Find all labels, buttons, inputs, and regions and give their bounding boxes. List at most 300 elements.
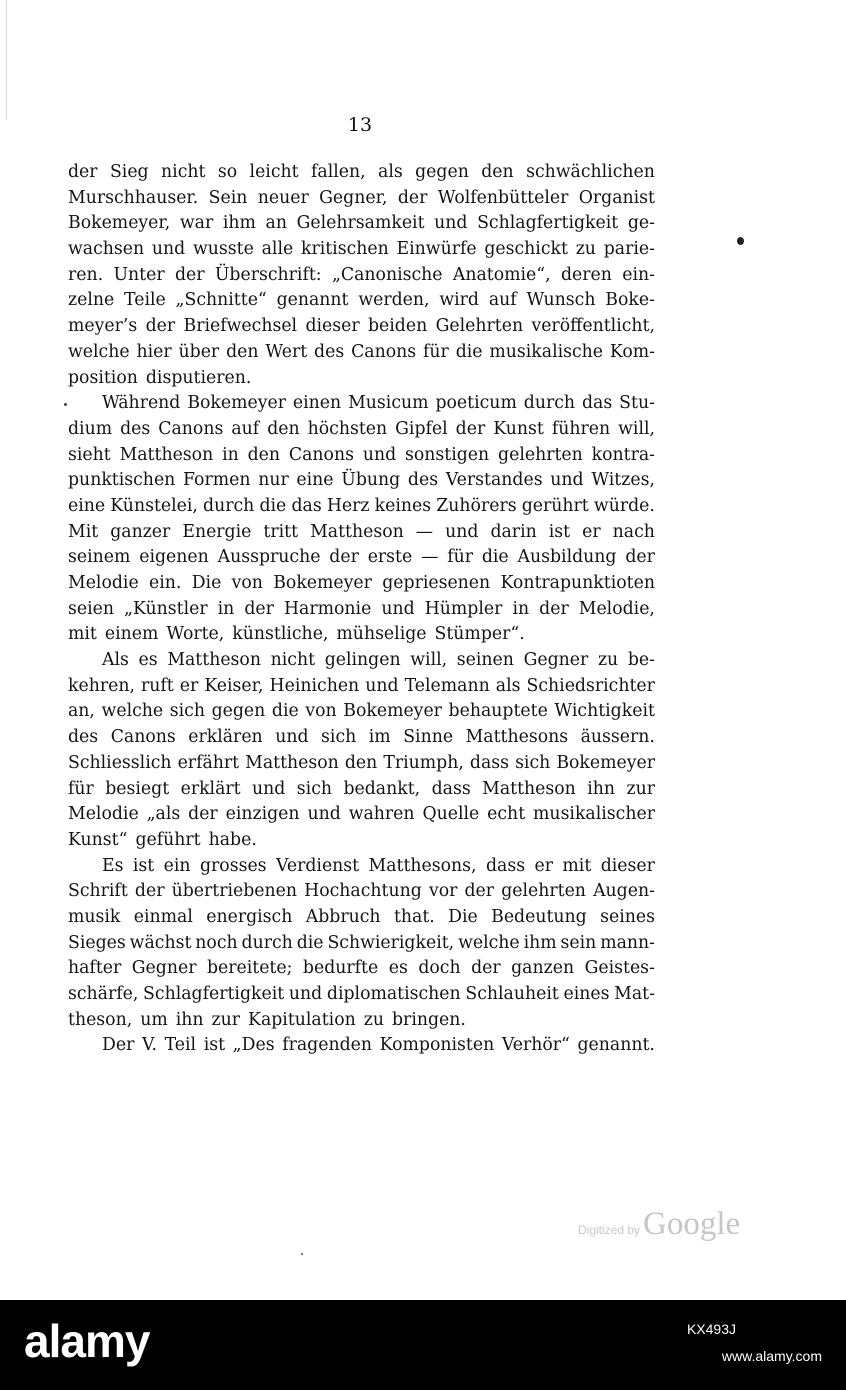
- word: dass: [431, 778, 471, 799]
- word: ruft: [141, 675, 174, 696]
- word: der: [455, 418, 486, 439]
- word: zur: [626, 778, 655, 799]
- word: in: [512, 598, 530, 619]
- word: Gelehrten: [435, 316, 524, 337]
- word: darin: [490, 521, 537, 542]
- word: ren.: [68, 264, 104, 285]
- word: Geistes-: [584, 958, 655, 979]
- word: mann-: [600, 932, 655, 953]
- word: Bokemeyer: [556, 752, 655, 773]
- word: fragenden: [282, 1035, 373, 1056]
- stock-photo-footer: [0, 1300, 846, 1390]
- word: gelingen: [324, 650, 401, 671]
- word: von: [231, 573, 263, 593]
- text-line: [68, 314, 655, 340]
- word: Sieges: [68, 932, 126, 953]
- word: Worte,: [166, 624, 225, 645]
- word: Mattheson: [119, 444, 214, 465]
- word: schwächlichen: [526, 162, 655, 182]
- word: nicht: [270, 650, 316, 671]
- word: erklärt: [180, 778, 241, 799]
- word: Anatomie“,: [452, 264, 551, 285]
- word: veröffentlicht,: [531, 316, 655, 337]
- word: Schlagfertigkeit: [143, 984, 285, 1004]
- text-line: [68, 1008, 655, 1034]
- word: musikalische: [489, 341, 604, 362]
- text-line: [68, 340, 655, 366]
- word: welche: [458, 932, 520, 953]
- alamy-logo: alamy: [24, 1315, 150, 1367]
- word: bringen.: [392, 1009, 466, 1030]
- word: Abbruch: [305, 906, 381, 927]
- word: dieser: [305, 316, 360, 337]
- word: nur: [258, 470, 289, 491]
- word: Kunst: [493, 418, 544, 439]
- word: um: [140, 1009, 168, 1030]
- word: hafter: [68, 958, 122, 979]
- word: Stümper“.: [434, 624, 525, 645]
- word: äussern.: [580, 727, 655, 748]
- word: Teil: [164, 1035, 197, 1056]
- word: Komponisten: [379, 1035, 495, 1056]
- word: fallen,: [311, 162, 366, 182]
- word: durch: [523, 393, 576, 414]
- word: sein: [560, 932, 597, 953]
- text-line: [68, 802, 655, 828]
- text-line: [68, 622, 655, 648]
- word: würde.: [593, 495, 655, 516]
- word: meyer’s: [68, 316, 138, 337]
- word: und: [445, 521, 479, 542]
- word: Matthesons,: [368, 855, 477, 876]
- word: Die: [448, 906, 478, 927]
- word: Schlagfertigkeit: [477, 213, 619, 234]
- word: Harmonie: [283, 598, 372, 619]
- word: musik: [68, 906, 121, 927]
- word: und: [365, 675, 399, 696]
- text-line: [68, 468, 655, 494]
- word: bedurfte: [302, 958, 379, 979]
- word: einzigen: [225, 804, 300, 825]
- text-line: [68, 571, 655, 597]
- text-line: [68, 237, 655, 263]
- word: zu: [363, 1009, 384, 1030]
- word: Herz: [326, 495, 370, 516]
- word: Heinichen: [269, 675, 360, 696]
- word: alle: [261, 239, 294, 260]
- text-line: [68, 982, 655, 1008]
- word: den: [247, 444, 281, 465]
- word: Gegner: [523, 650, 589, 671]
- word: einem: [104, 624, 159, 645]
- word: gegen: [211, 701, 266, 722]
- word: —: [415, 521, 434, 542]
- word: für: [447, 547, 473, 568]
- word: von: [305, 701, 337, 722]
- page-number: 13: [347, 114, 373, 136]
- word: auf: [231, 418, 260, 439]
- word: Zuhörers: [436, 495, 517, 516]
- word: wahren: [348, 804, 415, 825]
- word: seines: [600, 906, 655, 927]
- ink-speck: [301, 1253, 303, 1255]
- word: des: [407, 470, 439, 491]
- word: kehren,: [68, 675, 135, 696]
- image-id: KX493J: [686, 1321, 736, 1337]
- word: gepriesenen: [382, 573, 491, 593]
- text-line: [68, 674, 655, 700]
- ink-speck: [64, 403, 67, 406]
- word: und: [550, 470, 584, 491]
- word: noch: [195, 932, 238, 953]
- word: keines: [374, 495, 432, 516]
- word: „Canonische: [331, 264, 443, 285]
- word: Schlauheit: [465, 984, 559, 1004]
- word: Briefwechsel: [183, 316, 298, 337]
- word: Sieg: [109, 162, 149, 182]
- word: Kunst“: [68, 829, 128, 850]
- word: Mattheson: [482, 778, 576, 799]
- word: er: [179, 675, 199, 696]
- word: mit: [562, 855, 592, 876]
- word: Mat-: [614, 984, 655, 1004]
- word: musikalischer: [533, 804, 655, 825]
- body-text: [68, 160, 655, 1059]
- word: und: [307, 804, 341, 825]
- word: that.: [393, 906, 435, 927]
- word: auf: [488, 290, 517, 311]
- word: er: [582, 521, 601, 542]
- word: Kapitulation: [248, 1009, 356, 1030]
- page-edge-shadow: [6, 0, 7, 120]
- word: als: [495, 675, 521, 696]
- word: Witzes,: [591, 470, 655, 491]
- word: vor: [428, 881, 458, 902]
- word: deren: [560, 264, 612, 285]
- word: Wolfenbütteler: [437, 187, 569, 208]
- word: Musicum: [348, 393, 429, 414]
- word: Schrift: [68, 881, 128, 902]
- word: „als: [146, 804, 181, 825]
- digitized-by-label: Digitized by: [578, 1223, 641, 1237]
- word: Überschrift:: [214, 264, 322, 285]
- word: des: [68, 727, 99, 748]
- word: sieht: [68, 444, 111, 465]
- word: Formen: [183, 470, 251, 491]
- word: und: [381, 598, 415, 619]
- word: —: [421, 547, 439, 568]
- text-line: [68, 288, 655, 314]
- word: will,: [410, 650, 448, 671]
- word: Matthesons: [465, 727, 569, 748]
- word: höchsten: [307, 418, 388, 439]
- word: zu: [597, 650, 619, 671]
- text-line: [68, 905, 655, 931]
- word: die: [455, 341, 483, 362]
- text-line: [68, 211, 655, 237]
- word: mit: [68, 624, 97, 645]
- word: be-: [627, 650, 655, 671]
- word: ein.: [148, 573, 182, 593]
- word: bereitete;: [206, 958, 293, 979]
- word: einmal: [133, 906, 193, 927]
- word: ganzen: [511, 958, 575, 979]
- text-line: [68, 443, 655, 469]
- word: doch: [418, 958, 461, 979]
- word: zelne: [68, 290, 115, 311]
- word: Bokemeyer,: [68, 213, 171, 234]
- word: Ausspruche: [217, 547, 321, 568]
- word: ihn: [587, 778, 616, 799]
- word: eines: [563, 984, 610, 1004]
- text-line: [68, 648, 655, 674]
- word: dieser: [600, 855, 655, 876]
- word: Triumph,: [383, 752, 464, 773]
- word: dass: [485, 855, 526, 876]
- word: Gegner: [131, 958, 197, 979]
- word: Melodie: [68, 573, 139, 593]
- word: Wert: [265, 341, 308, 362]
- word: bedankt,: [343, 778, 421, 799]
- word: Bokemeyer: [273, 573, 372, 593]
- text-line: [68, 956, 655, 982]
- word: echt: [487, 804, 526, 825]
- word: gelehrten: [501, 881, 586, 902]
- word: übertriebenen: [171, 881, 298, 902]
- word: des: [120, 418, 151, 439]
- word: durch: [203, 495, 255, 516]
- word: seinen: [456, 650, 514, 671]
- word: Verhör“: [501, 1035, 570, 1056]
- word: Ausbildung: [517, 547, 617, 568]
- text-line: [68, 854, 655, 880]
- word: die: [271, 701, 299, 722]
- word: durch: [241, 932, 293, 953]
- word: der: [134, 881, 165, 902]
- word: poeticum: [435, 393, 517, 414]
- word: ist: [132, 855, 155, 876]
- word: in: [222, 444, 239, 465]
- word: Kom-: [609, 341, 655, 362]
- word: zu: [575, 239, 596, 260]
- word: Hochachtung: [304, 881, 422, 902]
- word: schärfe,: [68, 984, 139, 1004]
- word: Stu-: [619, 393, 655, 414]
- digitized-by-watermark: [578, 1206, 740, 1243]
- word: Verdienst: [275, 855, 360, 876]
- word: Unter: [113, 264, 165, 285]
- word: mühselige: [336, 624, 427, 645]
- word: Canons: [110, 727, 176, 748]
- word: Organist: [578, 187, 655, 208]
- word: der: [625, 547, 655, 568]
- text-line: [68, 1033, 655, 1059]
- word: Canons: [288, 444, 354, 465]
- word: ihm: [523, 932, 557, 953]
- word: wird: [439, 290, 479, 311]
- word: an: [265, 213, 287, 234]
- word: theson,: [68, 1009, 133, 1030]
- word: Als: [102, 650, 129, 671]
- word: ist: [203, 1035, 226, 1056]
- text-line: [68, 160, 655, 186]
- word: den: [267, 418, 300, 439]
- word: in: [217, 598, 235, 619]
- word: die: [481, 547, 509, 568]
- word: nicht: [161, 162, 206, 182]
- word: der: [145, 316, 176, 337]
- word: Gelehrsamkeit: [296, 213, 425, 234]
- word: das: [581, 393, 613, 414]
- word: einen: [292, 393, 342, 414]
- word: sich: [321, 727, 357, 748]
- word: besiegt: [105, 778, 170, 799]
- word: als: [378, 162, 403, 182]
- word: seien: [68, 598, 114, 619]
- word: wusste: [193, 239, 254, 260]
- word: Sein: [208, 187, 248, 208]
- word: Sinne: [403, 727, 454, 748]
- word: Bedeutung: [491, 906, 587, 927]
- ink-speck: [737, 237, 744, 245]
- word: geschickt: [484, 239, 568, 260]
- text-line: [68, 931, 655, 957]
- word: den: [481, 162, 514, 182]
- text-line: [68, 391, 655, 417]
- word: punktischen: [68, 470, 176, 491]
- word: es: [388, 958, 408, 979]
- word: Mattheson: [310, 521, 404, 542]
- text-line: [68, 545, 655, 571]
- word: der: [68, 162, 98, 182]
- word: Der: [102, 1035, 135, 1056]
- word: Schwierigkeit,: [327, 932, 455, 953]
- word: V.: [141, 1035, 157, 1056]
- word: Mit: [68, 521, 99, 542]
- word: „Künstler: [124, 598, 208, 619]
- word: „Des: [232, 1035, 275, 1056]
- word: ge-: [627, 213, 655, 234]
- word: ihm: [222, 213, 256, 234]
- word: künstliche,: [232, 624, 329, 645]
- word: für: [68, 778, 94, 799]
- word: war: [179, 213, 214, 234]
- word: im: [368, 727, 391, 748]
- word: Canons: [158, 418, 224, 439]
- word: dium: [68, 418, 113, 439]
- word: Hümpler: [424, 598, 503, 619]
- word: geführt: [135, 829, 201, 850]
- word: Einwürfe: [396, 239, 477, 260]
- word: eigenen: [139, 547, 209, 568]
- word: führen: [551, 418, 611, 439]
- word: den: [226, 341, 259, 362]
- word: Gipfel: [395, 418, 448, 439]
- word: Boke-: [605, 290, 655, 311]
- word: und: [434, 213, 468, 234]
- word: der: [464, 881, 495, 902]
- text-line: [68, 417, 655, 443]
- word: Kontrapunktioten: [500, 573, 655, 593]
- word: Telemann: [404, 675, 490, 696]
- word: ist: [548, 521, 571, 542]
- google-logo: Google: [643, 1206, 741, 1242]
- word: der: [471, 958, 501, 979]
- word: Schiedsrichter: [526, 675, 655, 696]
- word: Murschhauser.: [68, 187, 199, 208]
- word: der: [329, 547, 359, 568]
- word: Gegner,: [319, 187, 388, 208]
- word: Energie: [182, 521, 252, 542]
- word: behauptete: [448, 701, 548, 722]
- word: die: [296, 932, 324, 953]
- site-url: www.alamy.com: [721, 1348, 822, 1364]
- word: ganzer: [110, 521, 171, 542]
- word: energisch: [206, 906, 293, 927]
- word: parie-: [603, 239, 655, 260]
- word: eine: [68, 495, 106, 516]
- word: erfährt: [177, 752, 240, 773]
- word: will,: [618, 418, 655, 439]
- word: habe.: [208, 829, 257, 850]
- word: für: [423, 341, 449, 362]
- text-line: [68, 597, 655, 623]
- text-line: [68, 777, 655, 803]
- word: und: [252, 778, 286, 799]
- word: Übung: [341, 470, 401, 491]
- text-line: [68, 725, 655, 751]
- word: Quelle: [422, 804, 480, 825]
- word: sonstigen: [405, 444, 490, 465]
- word: sich: [296, 778, 333, 799]
- word: grosses: [199, 855, 267, 876]
- word: Verstandes: [445, 470, 543, 491]
- text-line: [68, 751, 655, 777]
- word: beiden: [367, 316, 428, 337]
- text-line: [68, 699, 655, 725]
- text-line: [68, 494, 655, 520]
- word: wachsen: [68, 239, 145, 260]
- word: so: [217, 162, 238, 182]
- word: Wichtigkeit: [554, 701, 655, 722]
- word: welche: [101, 701, 164, 722]
- word: Melodie,: [578, 598, 655, 619]
- word: Canons: [351, 341, 417, 362]
- word: neuer: [257, 187, 309, 208]
- word: sich: [515, 752, 551, 773]
- word: der: [539, 598, 569, 619]
- word: Teile: [124, 290, 166, 311]
- word: gegen: [415, 162, 469, 182]
- word: position: [68, 367, 138, 388]
- word: den: [344, 752, 378, 773]
- word: Während: [102, 393, 181, 414]
- text-line: [68, 186, 655, 212]
- word: Die: [191, 573, 222, 593]
- word: genannt: [276, 290, 349, 311]
- word: und: [362, 444, 397, 465]
- word: ein: [163, 855, 191, 876]
- text-line: [68, 879, 655, 905]
- word: der: [188, 804, 218, 825]
- word: Bokemeyer: [187, 393, 286, 414]
- word: der: [397, 187, 428, 208]
- word: Augen-: [593, 881, 655, 902]
- word: disputieren.: [145, 367, 252, 388]
- word: eine: [296, 470, 334, 491]
- word: Künstelei,: [110, 495, 198, 516]
- word: gelehrten: [498, 444, 583, 465]
